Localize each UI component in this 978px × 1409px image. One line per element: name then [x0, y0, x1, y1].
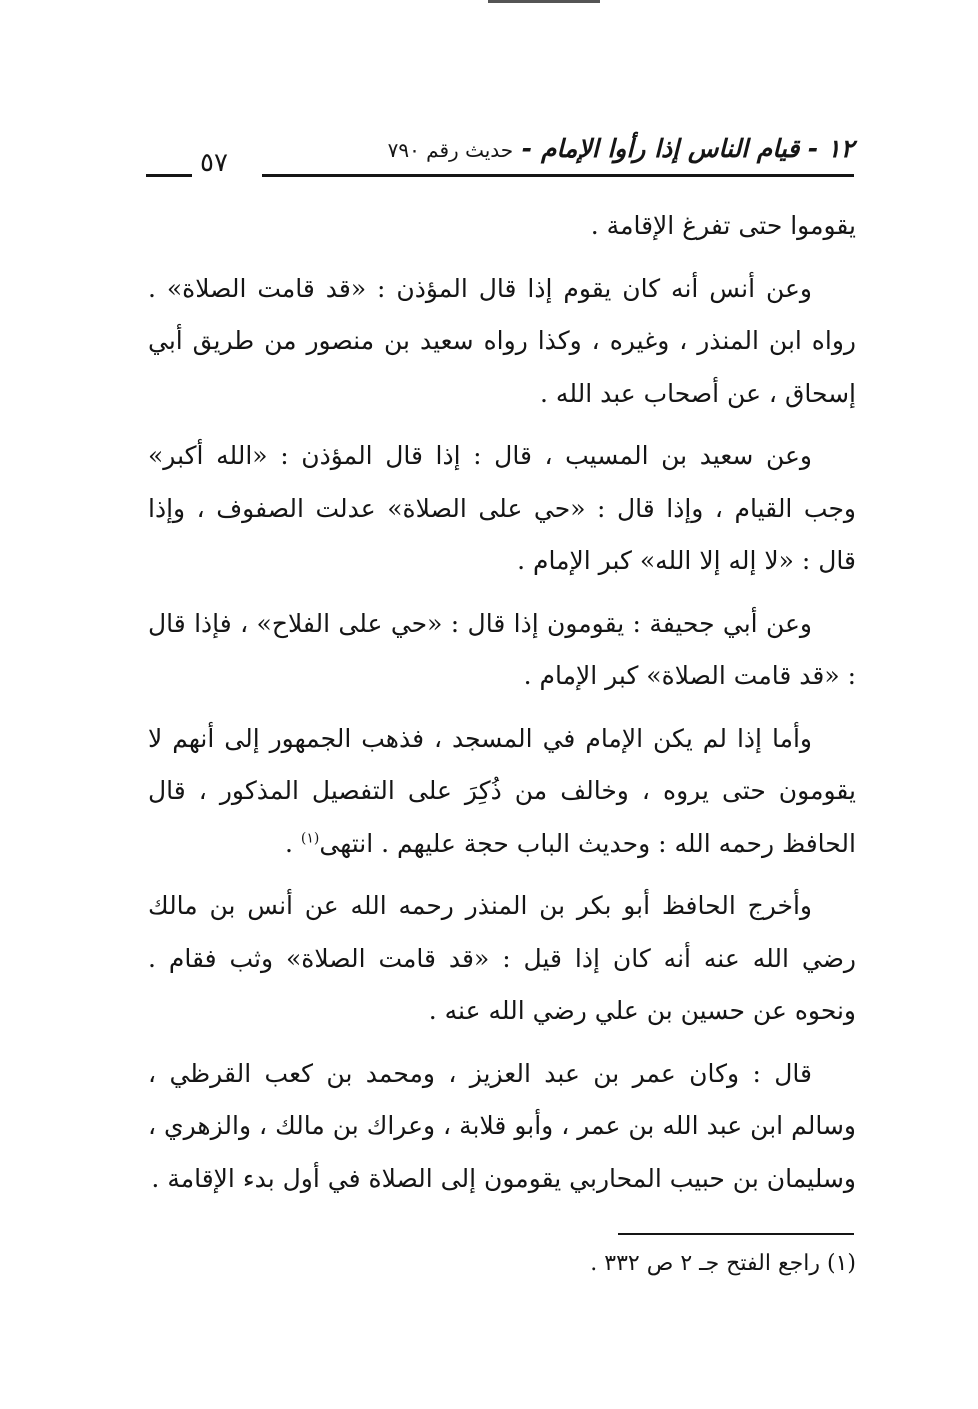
footnote-marker: (١)	[300, 830, 320, 847]
page-number: ٥٧	[200, 148, 228, 178]
footnote-rule	[618, 1233, 854, 1235]
paragraph-1: يقوموا حتى تفرغ الإقامة .	[590, 211, 856, 240]
paragraph-5-end: .	[284, 828, 301, 858]
hadith-reference: حديث رقم ٧٩٠	[387, 138, 514, 162]
page-top-edge	[488, 0, 600, 3]
paragraph-2: وعن أنس أنه كان يقوم إذا قال المؤذن : «قد قامت الصلاة» . رواه ابن المنذر ، وغيره ، وكذا رواه سعيد بن منصور من طريق أبي إسحاق ، عن أصحاب عبد الله .	[148, 273, 856, 408]
header-rule	[262, 174, 854, 177]
chapter-title: ١٢ - قيام الناس إذا رأوا الإمام	[540, 134, 854, 163]
paragraph-3: وعن سعيد بن المسيب ، قال : إذا قال المؤذن : «الله أكبر» وجب القيام ، وإذا قال : «حي على الصلاة» عدلت الصفوف ، وإذا قال : «لا إله إلا الله» كبر الإمام .	[148, 441, 856, 575]
page-number-rule	[146, 174, 192, 177]
paragraph-4: وعن أبي جحيفة : يقومون إذا قال : «حي على الفلاح» ، فإذا قال : «قد قامت الصلاة» كبر الإمام .	[148, 608, 856, 690]
paragraph-5	[148, 713, 856, 871]
paragraph-7: قال : وكان عمر بن عبد العزيز ، ومحمد بن كعب القرظي ، وسالم ابن عبد الله بن عمر ، وأبو قلابة ، وعراك بن مالك ، والزهري ، وسليمان بن حبيب المحاربي يقومون إلى الصلاة في أول بدء الإقامة .	[148, 1058, 856, 1193]
body-text	[148, 200, 856, 1215]
header-title-line	[388, 132, 854, 167]
title-dash: -	[513, 134, 533, 163]
footnote: (١) راجع الفتح جـ ٢ ص ٣٣٢ .	[590, 1251, 856, 1276]
paragraph-5-text: وأما إذا لم يكن الإمام في المسجد ، فذهب الجمهور إلى أنهم لا يقومون حتى يروه ، وخالف من ذُكِرَ على التفصيل المذكور ، قال الحافظ رحمه الله : وحديث الباب حجة عليهم . انتهى	[148, 723, 856, 858]
paragraph-6: وأخرج الحافظ أبو بكر بن المنذر رحمه الله عن أنس بن مالك رضي الله عنه أنه كان إذا قيل : «قد قامت الصلاة» وثب فقام . ونحوه عن حسين بن علي رضي الله عنه .	[148, 891, 856, 1025]
